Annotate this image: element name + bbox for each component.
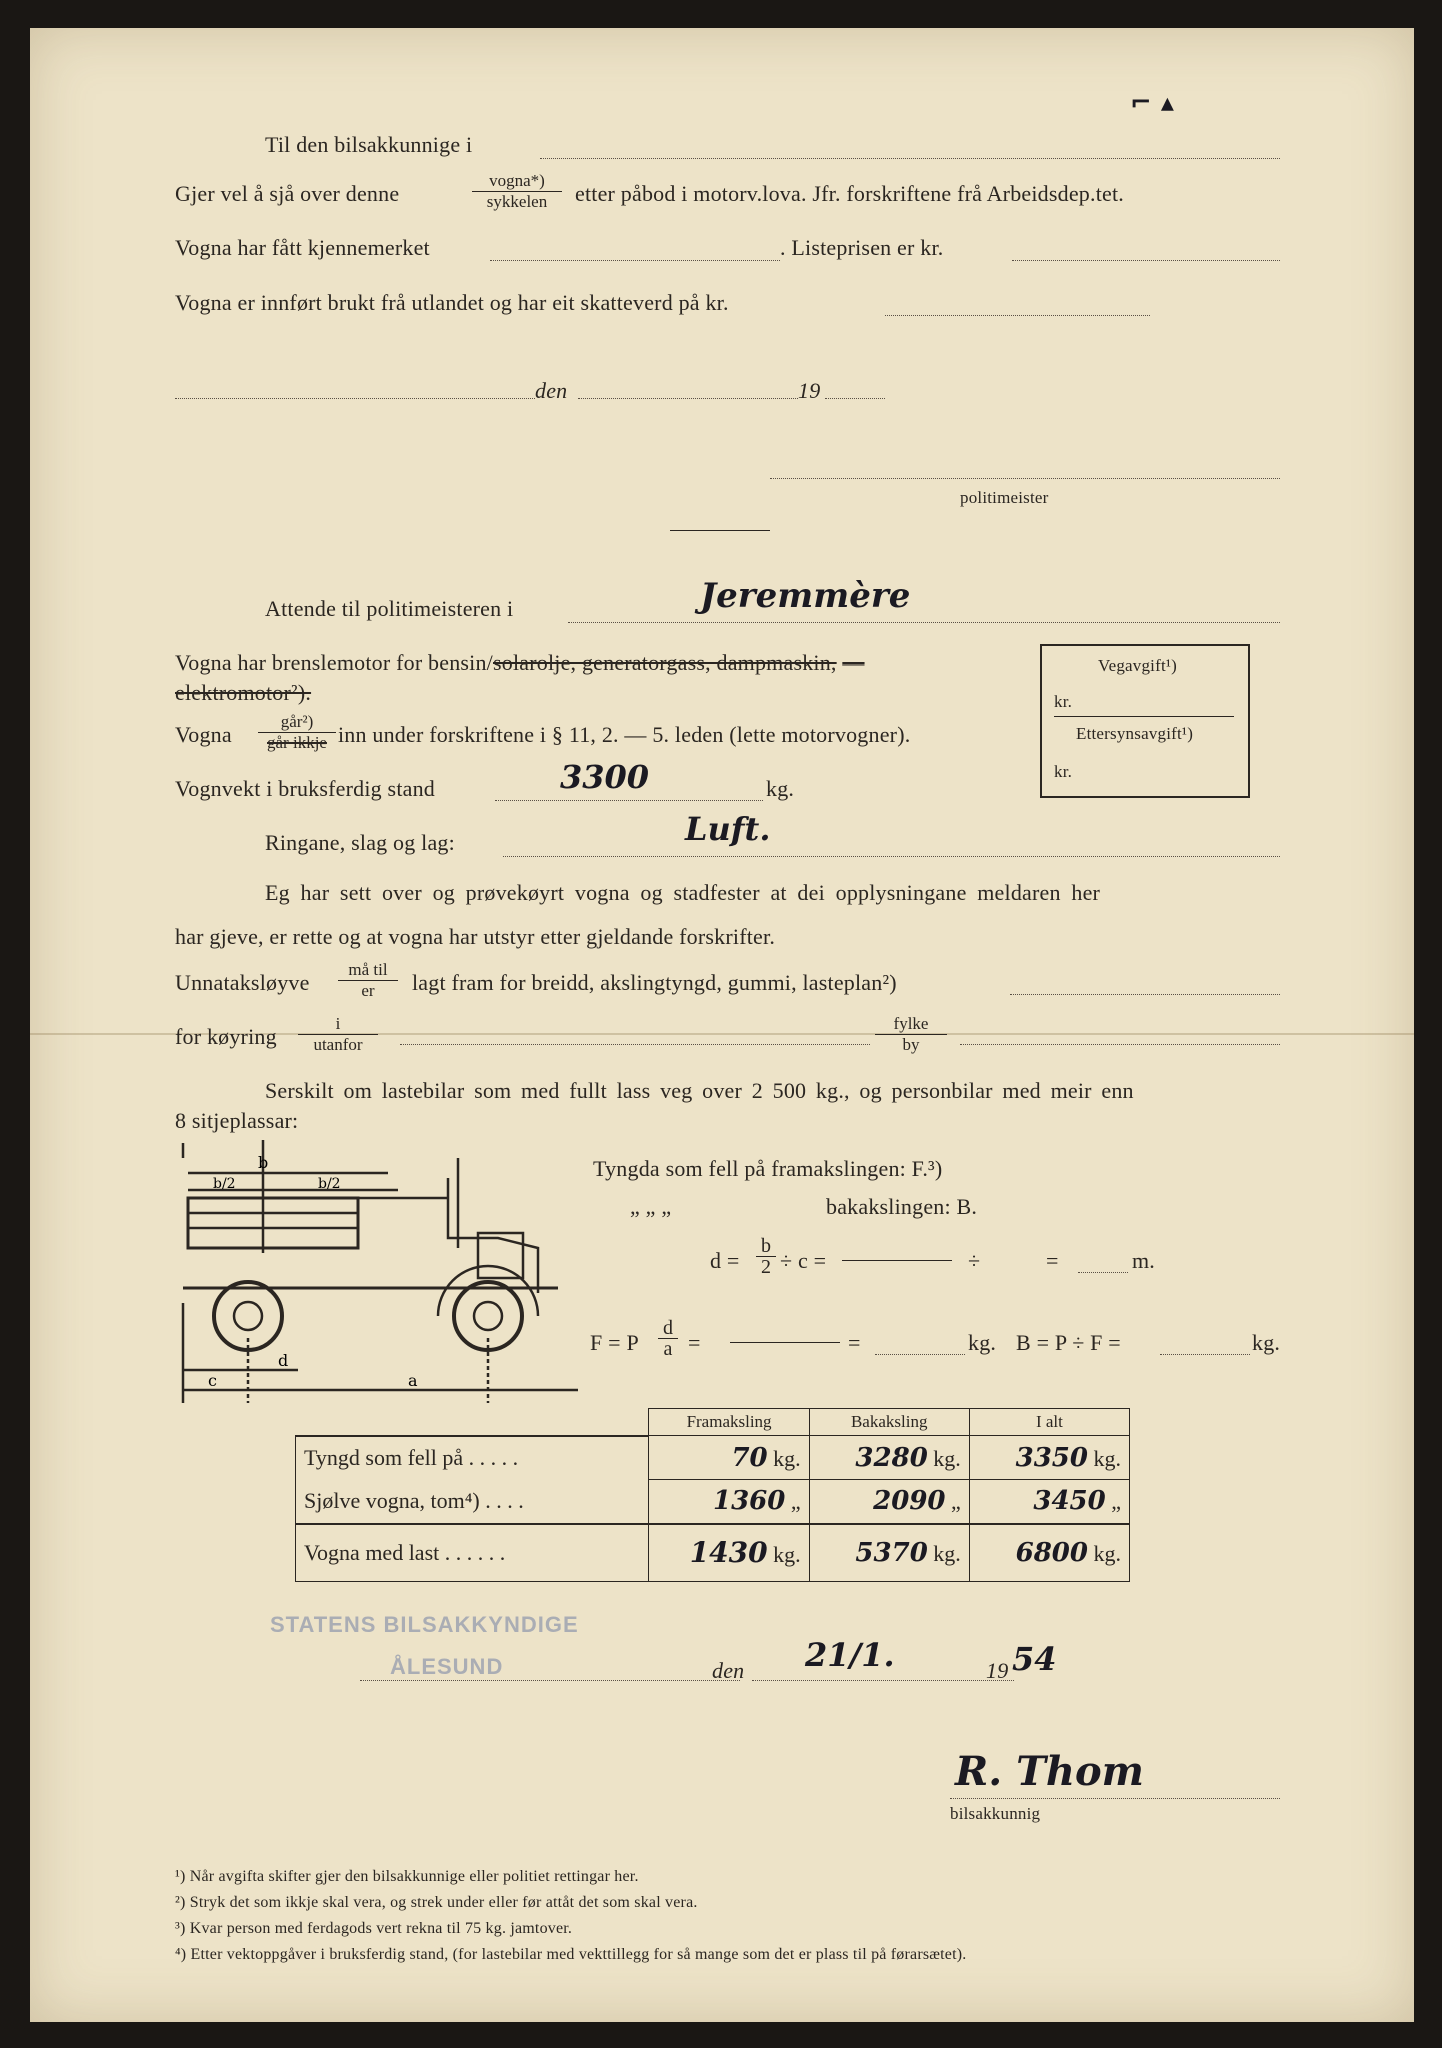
cell-value: 3280 — [855, 1442, 928, 1473]
politimeister-label: politimeister — [960, 488, 1049, 507]
f-eq2: = — [848, 1330, 861, 1355]
footnote-3: ³) Kvar person med ferdagods vert rekna til 75 kg. jamtover. — [175, 1920, 573, 1937]
year-field[interactable] — [825, 398, 885, 399]
cell-value: 1430 — [689, 1536, 768, 1570]
cell-value: 1360 — [713, 1486, 786, 1517]
footnote-2: ²) Stryk det som ikkje skal vera, og strek under eller før attåt det som skal vera. — [175, 1894, 698, 1911]
formula-d: d = — [710, 1248, 740, 1273]
f-result-field[interactable] — [875, 1354, 965, 1355]
avgift-box — [1040, 644, 1250, 798]
skatteverd-field[interactable] — [885, 315, 1150, 316]
unntak-pre: Unnataksløyve — [175, 970, 310, 995]
lastebil-para2: 8 sitjeplassar: — [175, 1108, 299, 1133]
bilsakkunnig-signature-field[interactable] — [950, 1798, 1280, 1799]
cell-value: 2090 — [873, 1486, 946, 1517]
attende-label: Attende til politimeisteren i — [265, 596, 514, 621]
place-signature-field[interactable] — [360, 1680, 740, 1681]
cell-value: 5370 — [855, 1537, 928, 1568]
date-den: den — [535, 378, 568, 403]
table-row: Tyngd som fell på . . . . . 70 kg. 3280 kg. 3350 kg. — [296, 1436, 1130, 1480]
place-field[interactable] — [175, 398, 535, 399]
bak-quotes: „ „ „ — [630, 1194, 672, 1219]
weight-table — [295, 1408, 1130, 1582]
cell-value: 70 — [731, 1442, 768, 1473]
lastebil-para1: Serskilt om lastebilar som med fullt lass veg over 2 500 kg., og personbilar med meir enn — [265, 1078, 1134, 1103]
formula-div: ÷ — [968, 1248, 981, 1273]
line2-pre: Gjer vel å sjå over denne — [175, 181, 400, 206]
table-row: Sjølve vogna, tom⁴) . . . . 1360 „ 2090 „ 3450 „ — [296, 1480, 1130, 1524]
footnote-4: ⁴) Etter vektoppgåver i bruksferdig stand, (for lastebilar med vekttillegg for så mange som det er plass til på førarsætet). — [175, 1946, 967, 1963]
bilsakkunnig-label: bilsakkunnig — [950, 1804, 1041, 1823]
formula-m-field[interactable] — [1078, 1272, 1128, 1273]
line2-post: etter påbod i motorv.lova. Jfr. forskriftene frå Arbeidsdep.tet. — [575, 181, 1124, 206]
stadfest-para2: har gjeve, er rette og at vogna har utstyr etter gjeldande forskrifter. — [175, 924, 776, 949]
stamp-line2: ÅLESUND — [390, 1654, 504, 1679]
fylke-field[interactable] — [960, 1044, 1280, 1045]
kjennemerke-label: Vogna har fått kjennemerket — [175, 235, 430, 260]
koyring-pre: for køyring — [175, 1024, 277, 1049]
vogna-sykkel-fraction: vogna*) sykkelen — [472, 171, 562, 212]
unntak-fraction: må til er — [338, 960, 398, 1001]
vognvekt-field[interactable] — [495, 800, 763, 801]
unntak-post: lagt fram for breidd, akslingtyngd, gummi, lasteplan²) — [412, 970, 897, 995]
diagram-b: b — [258, 1153, 269, 1172]
brensle-line2: elektromotor²). — [175, 680, 312, 705]
row-label: Vogna med last . . . . . . — [296, 1524, 649, 1582]
ringane-label: Ringane, slag og lag: — [265, 830, 455, 855]
date-year: 19 — [798, 378, 821, 403]
formula-b-over-2: $\frac{b}{2}$ — [756, 1236, 776, 1277]
listepris-field[interactable] — [1012, 260, 1280, 261]
signature-den: den — [712, 1658, 745, 1683]
f-d-over-a: $\frac{d}{a}$ — [658, 1318, 678, 1359]
bilsakkunnige-label: Til den bilsakkunnige i — [265, 132, 473, 157]
b-kg: kg. — [1252, 1330, 1281, 1355]
brensle-label: Vogna har brenslemotor for bensin/solarolje, generatorgass, dampmaskin, — — [175, 650, 865, 675]
cell-value: 6800 — [1015, 1537, 1088, 1568]
bak-label: bakakslingen: B. — [826, 1194, 978, 1219]
document-page — [30, 28, 1414, 2022]
truck-diagram — [178, 1138, 588, 1408]
stamp-line1: STATENS BILSAKKYNDIGE — [270, 1612, 579, 1637]
vognvekt-value: 3300 — [560, 758, 650, 796]
koyring-fraction: i utanfor — [298, 1014, 378, 1055]
stadfest-para1: Eg har sett over og prøvekøyrt vogna og stadfester at dei opplysningane meldaren her — [265, 880, 1101, 905]
header-i-alt: I alt — [969, 1409, 1129, 1436]
diagram-b2-right: b/2 — [318, 1176, 341, 1192]
fram-label: Tyngda som fell på framakslingen: F.³) — [593, 1156, 943, 1181]
signature-year: 54 — [1012, 1640, 1057, 1678]
f-formula: F = P — [590, 1330, 639, 1355]
formula-eq: = — [1046, 1248, 1059, 1273]
cell-value: 3350 — [1015, 1442, 1088, 1473]
listepris-label: . Listeprisen er kr. — [780, 235, 944, 260]
f-kg: kg. — [968, 1330, 997, 1355]
ettersyn-kr: kr. — [1054, 762, 1073, 781]
b-formula: B = P ÷ F = — [1016, 1330, 1121, 1355]
diagram-b2-left: b/2 — [213, 1176, 236, 1192]
ettersyn-label: Ettersynsavgift¹) — [1076, 724, 1194, 743]
diagram-d: d — [278, 1351, 289, 1370]
date-field[interactable] — [578, 398, 798, 399]
politimeister-signature-field[interactable] — [770, 478, 1280, 479]
skatteverd-label: Vogna er innført brukt frå utlandet og har eit skatteverd på kr. — [175, 290, 729, 315]
unntak-field[interactable] — [1010, 994, 1280, 995]
table-header-row — [296, 1409, 1130, 1436]
ringane-value: Luft. — [685, 810, 771, 848]
vognvekt-label: Vognvekt i bruksferdig stand — [175, 776, 435, 801]
b-result-field[interactable] — [1160, 1354, 1250, 1355]
vogna-label: Vogna — [175, 722, 232, 747]
diagram-a: a — [408, 1371, 418, 1390]
signature-year-prefix: 19 — [986, 1658, 1009, 1683]
signature: R. Thom — [955, 1748, 1144, 1795]
header-bakaksling: Bakaksling — [809, 1409, 969, 1436]
corner-mark: ⌐ ▴ — [1130, 88, 1174, 118]
bilsakkunnige-field[interactable] — [540, 158, 1280, 159]
cell-value: 3450 — [1033, 1486, 1106, 1517]
forskrift-text: inn under forskriftene i § 11, 2. — 5. leden (lette motorvogner). — [338, 722, 911, 747]
fylke-fraction: fylke by — [875, 1014, 947, 1055]
vognvekt-unit: kg. — [766, 776, 795, 801]
f-eq: = — [688, 1330, 701, 1355]
formula-rest: ÷ c = — [780, 1248, 827, 1273]
vegavgift-kr: kr. — [1054, 692, 1073, 711]
ringane-field[interactable] — [503, 856, 1280, 857]
attende-value: Jeremmère — [700, 576, 911, 616]
footnote-1: ¹) Når avgifta skifter gjer den bilsakkunnige eller politiet rettingar her. — [175, 1868, 639, 1885]
gaar-fraction: går²) går ikkje — [258, 712, 336, 753]
attende-field[interactable] — [568, 622, 1280, 623]
formula-m: m. — [1132, 1248, 1156, 1273]
koyring-field[interactable] — [400, 1044, 870, 1045]
diagram-c: c — [208, 1371, 217, 1390]
signature-date-field[interactable] — [752, 1680, 1014, 1681]
kjennemerke-field[interactable] — [490, 260, 780, 261]
header-framaksling: Framaksling — [649, 1409, 809, 1436]
table-row: Vogna med last . . . . . . 1430 kg. 5370 kg. 6800 kg. — [296, 1524, 1130, 1582]
vegavgift-label: Vegavgift¹) — [1098, 656, 1178, 675]
row-label: Tyngd som fell på . . . . . — [296, 1436, 649, 1480]
separator — [670, 530, 770, 531]
signature-date: 21/1. — [805, 1636, 895, 1674]
row-label: Sjølve vogna, tom⁴) . . . . — [296, 1480, 649, 1524]
